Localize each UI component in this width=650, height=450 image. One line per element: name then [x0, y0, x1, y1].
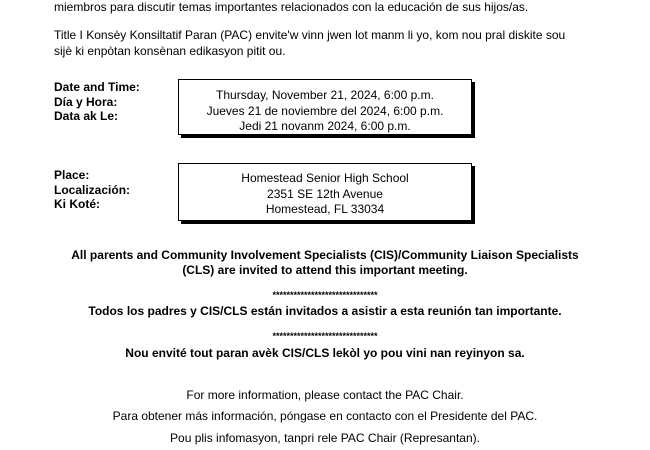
- date-time-label-ht: Data ak Le:: [54, 109, 119, 123]
- place-label-es: Localización:: [54, 182, 131, 197]
- invitation-english-line1: All parents and Community Involvement Specialists (CIS)/Community Liaison Specialists: [71, 248, 579, 262]
- place-street: 2351 SE 12th Avenue: [267, 186, 383, 201]
- invitation-spanish: Todos los padres y CIS/CLS están invitados a asistir a esta reunión tan importante.: [88, 304, 562, 318]
- invitation-creole: Nou envité tout paran avèk CIS/CLS lekòl yo pou vini nan reyinyon sa.: [125, 346, 525, 360]
- date-time-labels: [54, 80, 140, 124]
- place-box: [178, 163, 472, 221]
- separator-1: ******************************: [272, 290, 378, 300]
- intro-spanish-tail: miembros para discutir temas importantes relacionados con la educación de sus hijos/as.: [54, 0, 529, 14]
- separator-2: ******************************: [272, 331, 378, 341]
- place-city: Homestead, FL 33034: [265, 202, 385, 216]
- place-name: Homestead Senior High School: [241, 171, 409, 185]
- date-time-es: Jueves 21 de noviembre del 2024, 6:00 p.m.: [206, 103, 444, 118]
- contact-english: For more information, please contact the PAC Chair.: [186, 388, 464, 402]
- contact-spanish: Para obtener más información, póngase en contacto con el Presidente del PAC.: [112, 409, 538, 423]
- date-time-ht: Jedi 21 novanm 2024, 6:00 p.m.: [239, 119, 411, 133]
- intro-creole-line2: sijè ki enpòtan konsènan edikasyon pitit ou.: [54, 44, 286, 58]
- place-label-ht: Ki Koté:: [54, 197, 100, 211]
- place-labels: [54, 168, 130, 212]
- date-time-box: [178, 79, 472, 135]
- place-label-en: Place:: [54, 168, 90, 182]
- invitation-english-line2: (CLS) are invited to attend this important meeting.: [182, 263, 468, 277]
- date-time-label-en: Date and Time:: [54, 80, 140, 94]
- contact-creole: Pou plis infomasyon, tanpri rele PAC Chair (Represantan).: [170, 431, 480, 445]
- intro-creole-line1: Title I Konsèy Konsiltatif Paran (PAC) envite'w vinn jwen lot manm li yo, kom nou pral diskite sou: [54, 28, 566, 42]
- date-time-en: Thursday, November 21, 2024, 6:00 p.m.: [216, 88, 434, 102]
- date-time-label-es: Día y Hora:: [54, 94, 118, 109]
